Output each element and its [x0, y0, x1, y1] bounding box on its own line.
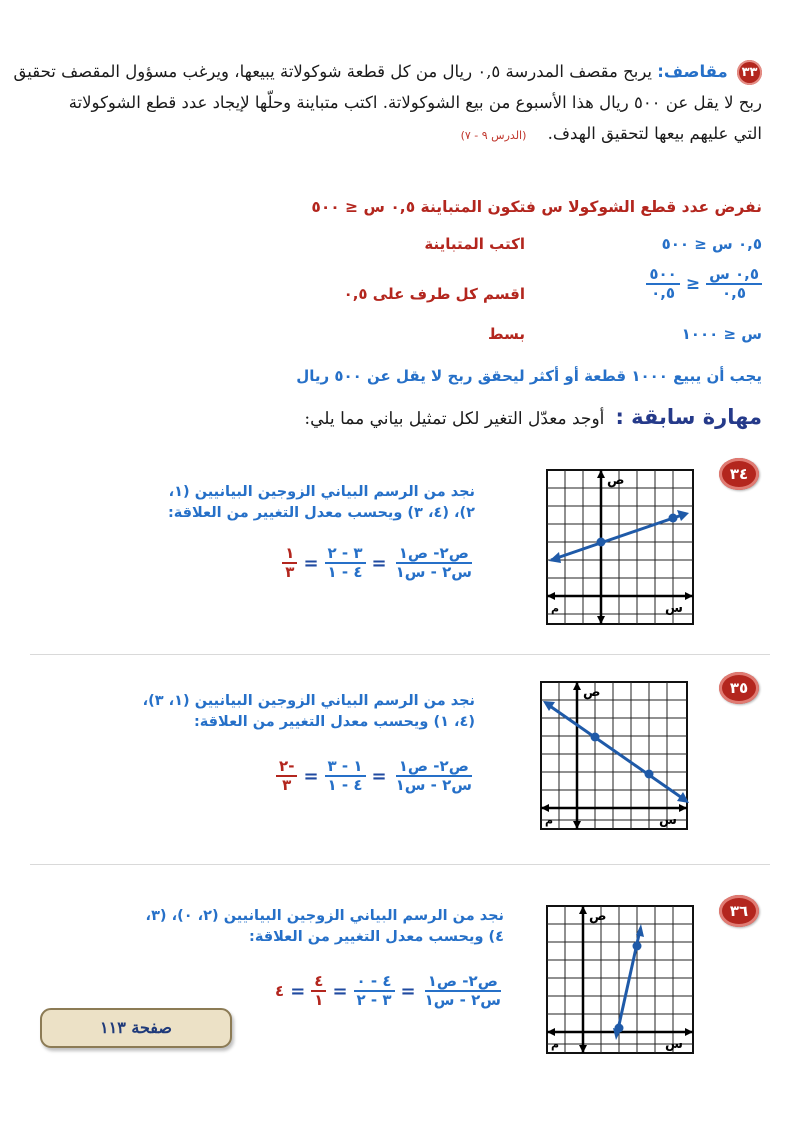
problem-text-line-2: ربح لا يقل عن ٥٠٠ ريال هذا الأسبوع من بيع الشوكولاتة. اكتب متباينة وحلّها لإيجاد عدد قطع الشوكولاتة — [68, 93, 762, 112]
fraction-denominator: ١ — [314, 991, 324, 1009]
fraction-numerator: ٤ - ٠ — [354, 973, 395, 992]
fraction-numerator: ٤ — [311, 973, 326, 992]
step-2-left-fraction — [706, 266, 762, 302]
graph-point — [669, 514, 678, 523]
fraction-numerator: ص٢- ص١ — [396, 758, 472, 777]
fraction-numerator: ١ — [282, 545, 297, 564]
fraction-denominator: ٣ - ٢ — [356, 991, 392, 1009]
step-2-label: اقسم كل طرف على ٠,٥ — [343, 285, 525, 303]
step-3-expression: س ≤ ١٠٠٠ — [681, 325, 762, 343]
y-axis-label: ص — [583, 685, 601, 700]
fraction-denominator: س٢ - س١ — [395, 776, 472, 794]
step-3-label: بسط — [488, 325, 525, 343]
fraction-numerator: ١ - ٣ — [325, 758, 366, 777]
x-axis-label: س — [659, 813, 677, 828]
step-1-label: اكتب المتباينة — [424, 235, 525, 253]
fraction-numerator: ٣ - ٢ — [325, 545, 366, 564]
solution-premise: نفرض عدد قطع الشوكولا س فتكون المتباينة ٠,٥ س ≤ ٥٠٠ — [311, 198, 762, 216]
problem-text-line-3: التي عليهم بيعها لتحقيق الهدف. — [547, 124, 762, 143]
slope-formula-fraction — [422, 973, 504, 1009]
step-2-operator: ≤ — [685, 274, 701, 294]
step-2-expression — [646, 266, 762, 302]
slope-formula-fraction — [393, 758, 475, 794]
exercise-34-graph — [545, 468, 697, 628]
lesson-reference: (الدرس ٩ - ٧) — [460, 129, 527, 142]
step-1-expression: ٠,٥ س ≤ ٥٠٠ — [661, 235, 762, 253]
exercise-text-line-1: نجد من الرسم البياني الزوجين البيانيين (١، — [168, 484, 475, 500]
fraction-denominator: ٠,٥ — [722, 284, 747, 302]
previous-skill-instruction: أوجد معدّل التغير لكل تمثيل بياني مما يلي: — [304, 409, 605, 429]
exercise-36-text — [146, 906, 504, 948]
fraction-numerator: ٥٠٠ — [646, 266, 679, 285]
substituted-fraction — [325, 545, 366, 581]
problem-33-line-1 — [13, 56, 762, 87]
result-value: ٤ — [275, 982, 285, 1000]
exercise-36-formula: $\frac{\text{ص٢- ص١}}{\text{س٢ - س١}}$ = $\frac{٤ - ٠}{٣ - ٢}$ = $\frac{٤}{١}$ = ٤ — [275, 973, 504, 1009]
y-axis-label: ص — [607, 473, 625, 488]
previous-skill-title: مهارة سابقة : — [615, 405, 762, 429]
page-number-badge: صفحة ١١٣ — [40, 1008, 232, 1048]
solution-conclusion: يجب أن يبيع ١٠٠٠ قطعة أو أكثر ليحقق ربح لا يقل عن ٥٠٠ ريال — [296, 367, 762, 385]
fraction-denominator: ٤ - ١ — [327, 776, 363, 794]
result-fraction — [276, 758, 297, 794]
exercise-number-badge: ٣٥ — [719, 672, 759, 704]
problem-number-badge: ٣٣ — [737, 60, 762, 85]
exercise-number-badge: ٣٤ — [719, 458, 759, 490]
fraction-denominator: س٢ - س١ — [395, 563, 472, 581]
problem-33 — [13, 56, 762, 151]
graph-point — [615, 1024, 624, 1033]
exercise-text-line-2: ٢)، (٤، ٣) ويحسب معدل التغيير من العلاقة: — [167, 505, 475, 521]
exercise-text-line-1: نجد من الرسم البياني الزوجين البيانيين (١، ٣)، — [142, 693, 475, 709]
graph-point — [645, 770, 654, 779]
exercise-36-graph — [545, 904, 697, 1057]
step-2-right-fraction — [646, 266, 679, 302]
section-divider — [30, 864, 770, 865]
problem-text-line-1: يربح مقصف المدرسة ٠,٥ ريال من كل قطعة شوكولاتة يبيعها، ويرغب مسؤول المقصف تحقيق — [13, 62, 653, 81]
result-fraction — [311, 973, 326, 1009]
fraction-denominator: ٠,٥ — [651, 284, 676, 302]
graph-point — [591, 733, 600, 742]
fraction-numerator: ٠,٥ س — [706, 266, 762, 285]
exercise-35-text — [143, 691, 475, 733]
x-axis-label: س — [665, 1037, 683, 1052]
section-divider — [30, 654, 770, 655]
slope-formula-fraction — [393, 545, 475, 581]
fraction-denominator: ٤ - ١ — [327, 563, 363, 581]
fraction-denominator: س٢ - س١ — [424, 991, 501, 1009]
previous-skill-heading — [304, 405, 762, 429]
result-fraction — [282, 545, 297, 581]
fraction-denominator: ٣ — [285, 563, 295, 581]
fraction-numerator: ص٢- ص١ — [425, 973, 501, 992]
graph-point — [597, 538, 606, 547]
fraction-numerator: ص٢- ص١ — [396, 545, 472, 564]
substituted-fraction — [325, 758, 366, 794]
exercise-34-text — [168, 482, 475, 524]
fraction-denominator: ٣ — [282, 776, 292, 794]
exercise-35-graph — [539, 680, 691, 833]
exercise-text-line-1: نجد من الرسم البياني الزوجين البيانيين (٢، ٠)، (٣، — [145, 908, 504, 924]
exercise-34-formula: $\frac{\text{ص٢- ص١}}{\text{س٢ - س١}}$ = $\frac{٣ - ٢}{٤ - ١}$ = $\frac{١}{٣}$ — [282, 545, 475, 581]
origin-label: م — [551, 602, 560, 615]
origin-label: م — [545, 814, 554, 827]
exercise-number-badge: ٣٦ — [719, 895, 759, 927]
x-axis-label: س — [665, 601, 683, 616]
fraction-numerator: -٢ — [276, 758, 297, 777]
problem-33-line-3 — [32, 118, 762, 151]
exercise-text-line-2: (٤، ١) ويحسب معدل التغيير من العلاقة: — [193, 714, 475, 730]
origin-label: م — [551, 1038, 560, 1051]
problem-label: مقاصف: — [657, 62, 728, 81]
substituted-fraction — [354, 973, 395, 1009]
exercise-35-formula: $\frac{\text{ص٢- ص١}}{\text{س٢ - س١}}$ = $\frac{١ - ٣}{٤ - ١}$ = $\frac{-٢}{٣}$ — [276, 758, 475, 794]
exercise-text-line-2: ٤) ويحسب معدل التغيير من العلاقة: — [249, 929, 504, 945]
y-axis-label: ص — [589, 909, 607, 924]
graph-point — [633, 942, 642, 951]
